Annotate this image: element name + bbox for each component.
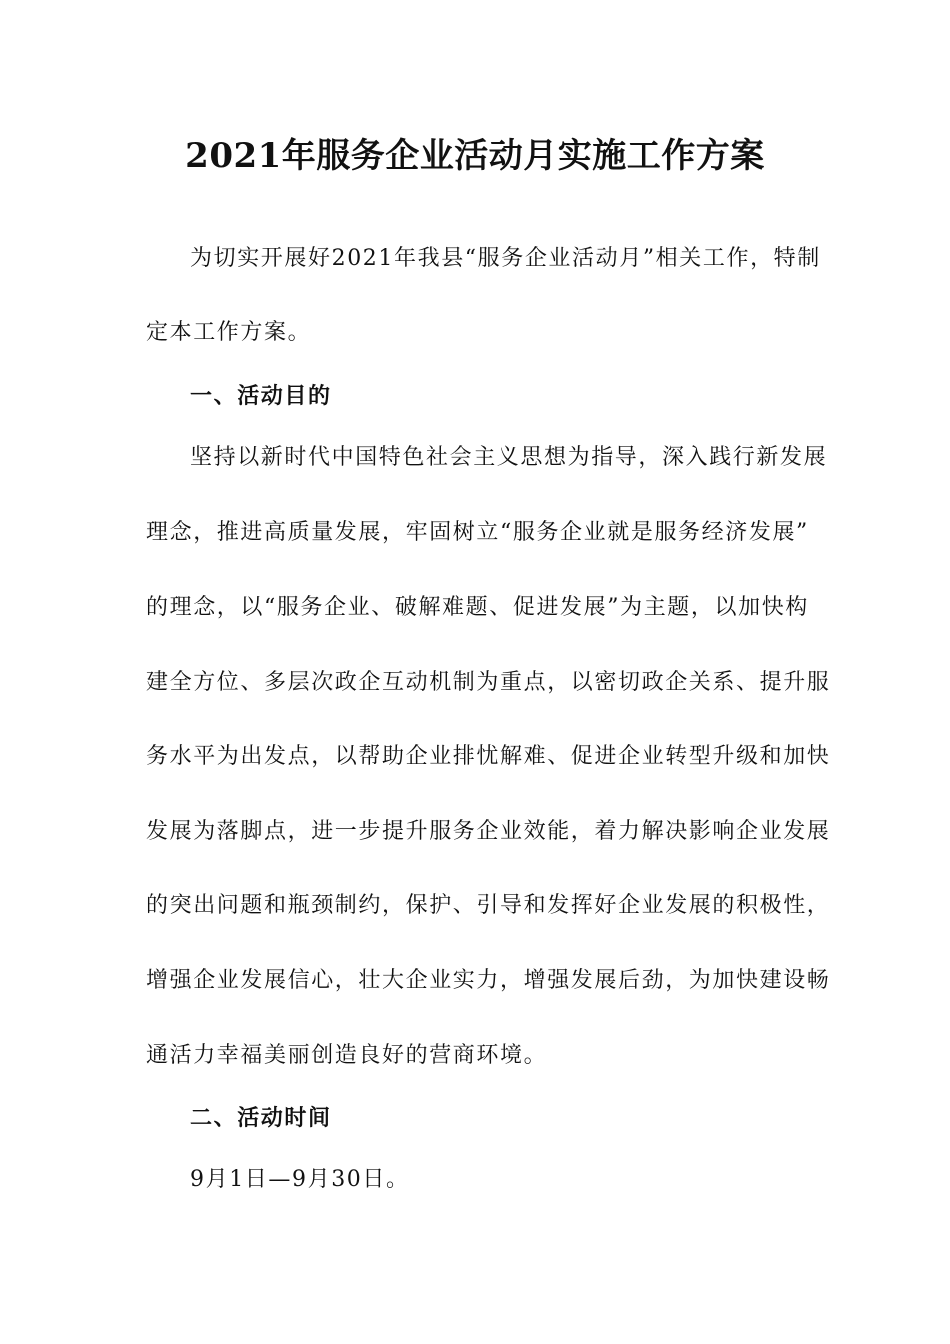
purpose-line-1: 坚持以新时代中国特色社会主义思想为指导，深入践行新发展 xyxy=(190,445,828,470)
purpose-line-7: 的突出问题和瓶颈制约，保护、引导和发挥好企业发展的积极性， xyxy=(146,893,831,918)
purpose-line-3: 的理念，以“服务企业、破解难题、促进发展”为主题，以加快构 xyxy=(146,595,809,620)
time-line-1: 9月1日—9月30日。 xyxy=(190,1167,410,1192)
purpose-line-9: 通活力幸福美丽创造良好的营商环境。 xyxy=(146,1043,548,1068)
document-title: 2021年服务企业活动月实施工作方案 xyxy=(185,136,765,176)
section-heading-time: 二、活动时间 xyxy=(190,1105,332,1131)
intro-line-1: 为切实开展好2021年我县“服务企业活动月”相关工作，特制 xyxy=(190,246,821,271)
purpose-line-5: 务水平为出发点，以帮助企业排忧解难、促进企业转型升级和加快 xyxy=(146,744,831,769)
purpose-line-4: 建全方位、多层次政企互动机制为重点，以密切政企关系、提升服 xyxy=(146,670,831,695)
purpose-line-6: 发展为落脚点，进一步提升服务企业效能，着力解决影响企业发展 xyxy=(146,819,831,844)
purpose-line-8: 增强企业发展信心，壮大企业实力，增强发展后劲，为加快建设畅 xyxy=(146,968,831,993)
intro-line-2: 定本工作方案。 xyxy=(146,320,312,345)
purpose-line-2: 理念，推进高质量发展，牢固树立“服务企业就是服务经济发展” xyxy=(146,520,809,545)
section-heading-purpose: 一、活动目的 xyxy=(190,383,332,409)
